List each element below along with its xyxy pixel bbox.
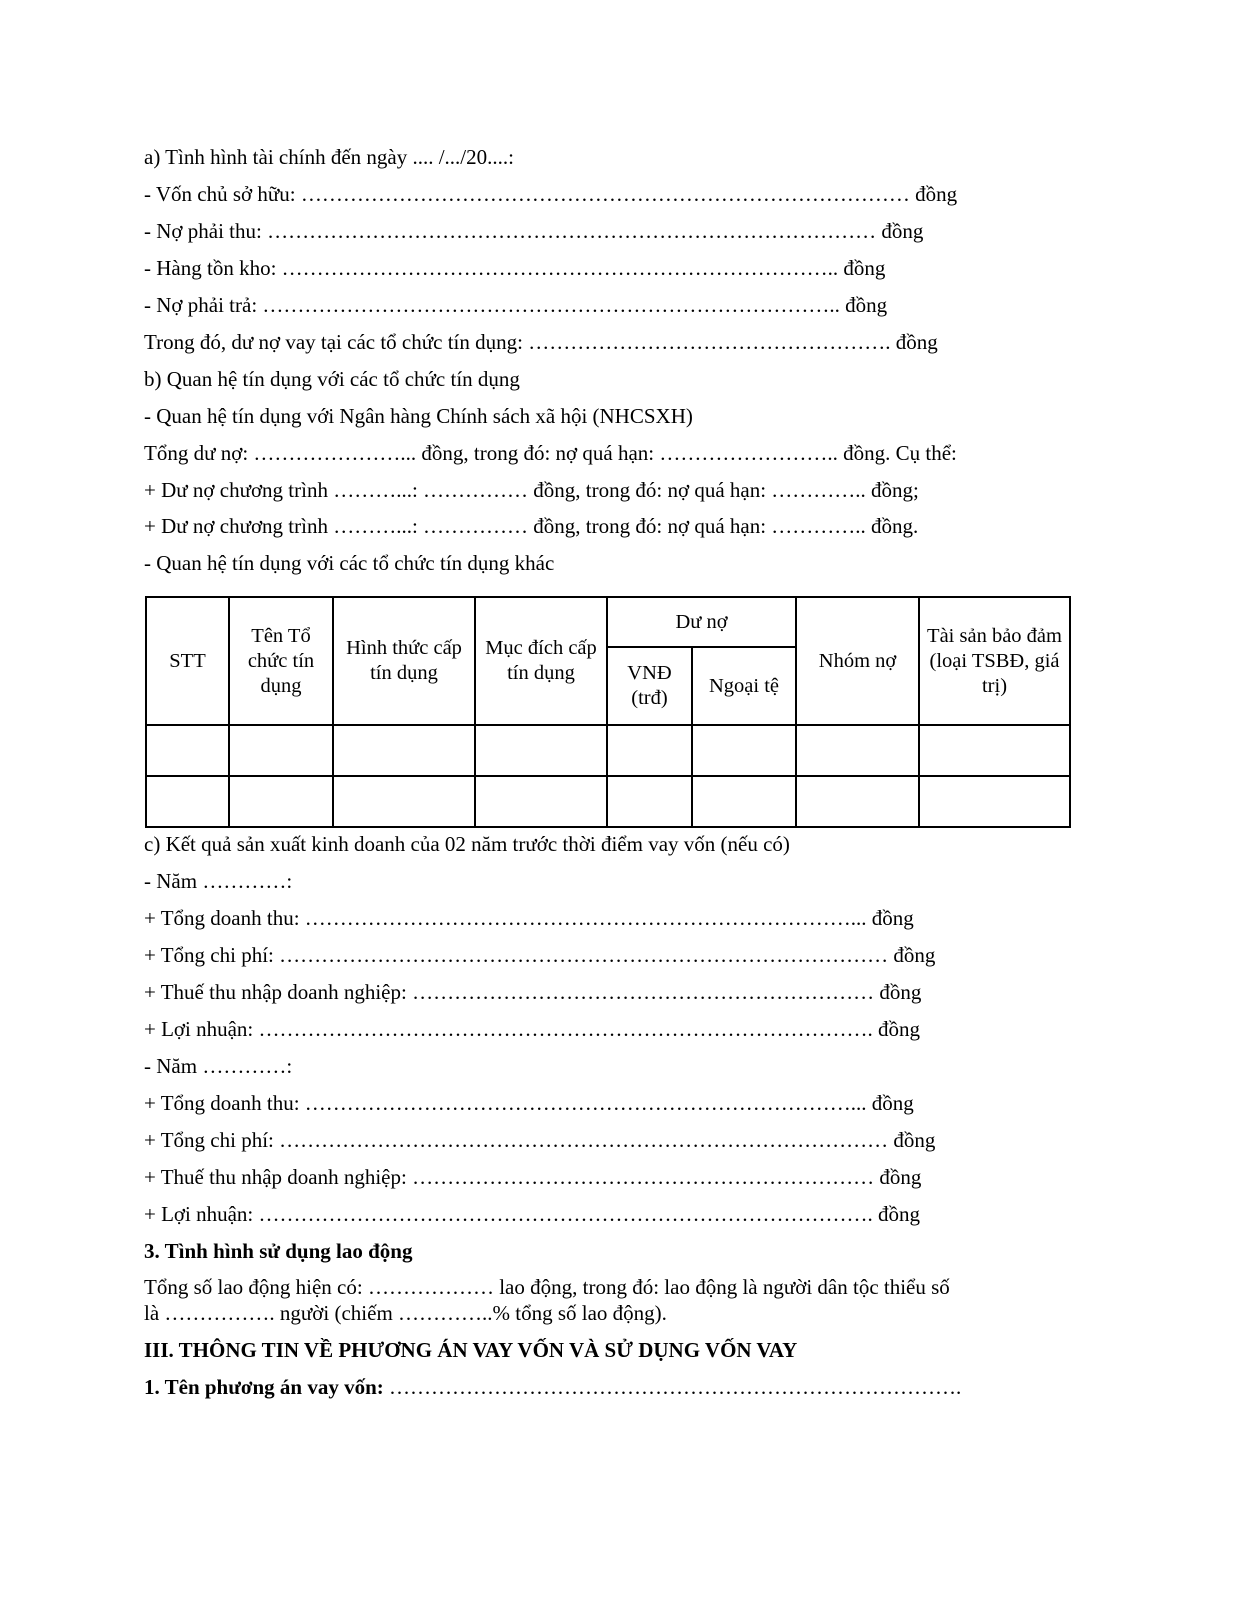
financial-status-heading: a) Tình hình tài chính đến ngày .... /.../20....: (144, 145, 514, 169)
table-cell (607, 725, 692, 776)
table-cell (692, 776, 796, 827)
table-row (146, 725, 1070, 776)
table-row (146, 776, 1070, 827)
labor-line-1: Tổng số lao động hiện có: ……………… lao động, trong đó: lao động là người dân tộc thiểu số (144, 1275, 950, 1299)
equity-line: - Vốn chủ sở hữu: …………………………………………………………………………… đồng (144, 182, 958, 206)
header-stt: STT (146, 597, 229, 725)
table-cell (475, 725, 607, 776)
year-2-revenue-line: + Tổng doanh thu: ……………………………………………………………………... đồng (144, 1091, 914, 1115)
table-cell (229, 776, 333, 827)
table-cell (475, 776, 607, 827)
other-credit-relations-line: - Quan hệ tín dụng với các tổ chức tín dụng khác (144, 551, 555, 575)
year-1-profit-line: + Lợi nhuận: ……………………………………………………………………………. đồng (144, 1017, 921, 1041)
header-credit-purpose: Mục đích cấp tín dụng (475, 597, 607, 725)
table-cell (333, 725, 475, 776)
nhcsxh-relations-line: - Quan hệ tín dụng với Ngân hàng Chính sách xã hội (NHCSXH) (144, 404, 693, 428)
year-1-line: - Năm …………: (144, 869, 293, 893)
total-debt-line: Tổng dư nợ: …………………... đồng, trong đó: nợ quá hạn: …………………….. đồng. Cụ thể: (144, 441, 957, 465)
loan-balance-line: Trong đó, dư nợ vay tại các tổ chức tín dụng: ……………………………………………. đồng (144, 330, 938, 354)
business-results-heading: c) Kết quả sản xuất kinh doanh của 02 năm trước thời điểm vay vốn (nếu có) (144, 832, 790, 856)
year-2-profit-line: + Lợi nhuận: ……………………………………………………………………………. đồng (144, 1202, 921, 1226)
table-cell (919, 776, 1070, 827)
header-vnd: VNĐ (trđ) (607, 647, 692, 725)
year-1-cost-line: + Tổng chi phí: …………………………………………………………………………… đồng (144, 943, 936, 967)
header-credit-form: Hình thức cấp tín dụng (333, 597, 475, 725)
year-1-revenue-line: + Tổng doanh thu: ……………………………………………………………………... đồng (144, 906, 914, 930)
table-cell (146, 725, 229, 776)
loan-plan-name-label: 1. Tên phương án vay vốn: (144, 1375, 384, 1399)
credit-institutions-table (145, 596, 1071, 828)
section-iii-title: III. THÔNG TIN VỀ PHƯƠNG ÁN VAY VỐN VÀ SỬ DỤNG VỐN VAY (144, 1338, 798, 1362)
header-foreign-currency: Ngoại tệ (692, 647, 796, 725)
header-outstanding-debt: Dư nợ (607, 597, 796, 647)
header-debt-group: Nhóm nợ (796, 597, 919, 725)
program-debt-line-1: + Dư nợ chương trình ………...: …………… đồng, trong đó: nợ quá hạn: ………….. đồng; (144, 478, 919, 502)
year-2-cost-line: + Tổng chi phí: …………………………………………………………………………… đồng (144, 1128, 936, 1152)
table-cell (796, 725, 919, 776)
credit-relations-heading: b) Quan hệ tín dụng với các tổ chức tín dụng (144, 367, 520, 391)
receivables-line: - Nợ phải thu: …………………………………………………………………………… đồng (144, 219, 924, 243)
labor-section-title: 3. Tình hình sử dụng lao động (144, 1239, 413, 1263)
table-cell (146, 776, 229, 827)
loan-plan-name-line (144, 1374, 961, 1400)
year-2-tax-line: + Thuế thu nhập doanh nghiệp: ………………………………………………………… đồng (144, 1165, 922, 1189)
loan-plan-name-dots: ………………………………………………………………………. (383, 1375, 962, 1399)
table-cell (796, 776, 919, 827)
header-credit-institution-name: Tên Tổ chức tín dụng (229, 597, 333, 725)
table-cell (333, 776, 475, 827)
year-2-line: - Năm …………: (144, 1054, 293, 1078)
header-collateral: Tài sản bảo đảm (loại TSBĐ, giá trị) (919, 597, 1070, 725)
table-cell (692, 725, 796, 776)
table-cell (607, 776, 692, 827)
program-debt-line-2: + Dư nợ chương trình ………...: …………… đồng, trong đó: nợ quá hạn: ………….. đồng. (144, 514, 919, 538)
year-1-tax-line: + Thuế thu nhập doanh nghiệp: ………………………………………………………… đồng (144, 980, 922, 1004)
table-cell (919, 725, 1070, 776)
labor-line-2: là ……………. người (chiếm …………..% tổng số lao động). (144, 1301, 667, 1325)
inventory-line: - Hàng tồn kho: …………………………………………………………………….. đồng (144, 256, 886, 280)
payables-line: - Nợ phải trả: ……………………………………………………………………….. đồng (144, 293, 888, 317)
table-cell (229, 725, 333, 776)
